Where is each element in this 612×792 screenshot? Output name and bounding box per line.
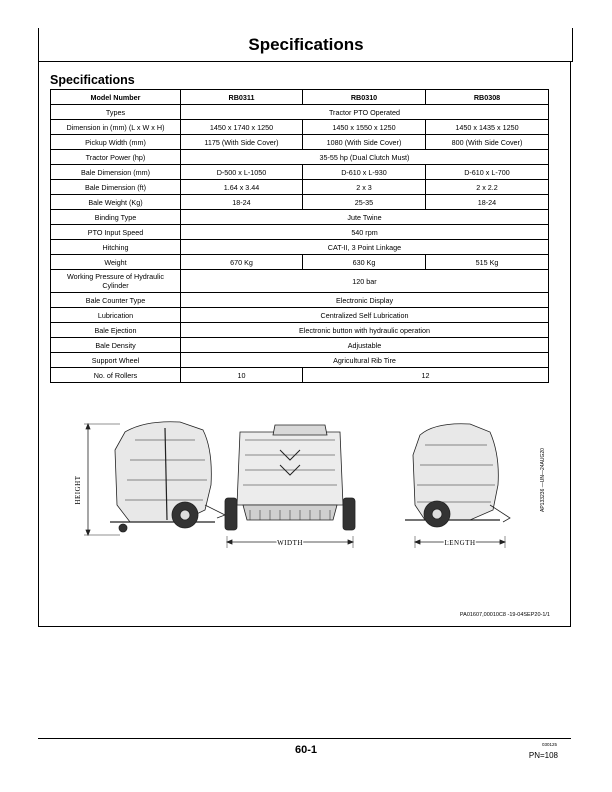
header-model-number: Model Number xyxy=(51,90,181,105)
table-row xyxy=(51,240,549,255)
row-value: 120 bar xyxy=(181,270,549,293)
row-label: Pickup Width (mm) xyxy=(51,135,181,150)
row-value: D-610 x L-930 xyxy=(303,165,426,180)
row-value: D-610 x L-700 xyxy=(426,165,549,180)
row-label: Bale Counter Type xyxy=(51,293,181,308)
row-label: Support Wheel xyxy=(51,353,181,368)
table-row xyxy=(51,105,549,120)
row-value: 1175 (With Side Cover) xyxy=(181,135,303,150)
part-number: PN=108 xyxy=(528,751,558,760)
row-value: 800 (With Side Cover) xyxy=(426,135,549,150)
table-row xyxy=(51,353,549,368)
row-value: CAT-II, 3 Point Linkage xyxy=(181,240,549,255)
row-label: Bale Dimension (mm) xyxy=(51,165,181,180)
row-label: Binding Type xyxy=(51,210,181,225)
row-value: Electronic button with hydraulic operation xyxy=(181,323,549,338)
table-row xyxy=(51,135,549,150)
table-row xyxy=(51,368,549,383)
width-label: WIDTH xyxy=(277,539,303,547)
table-row xyxy=(51,338,549,353)
row-value: 1.64 x 3.44 xyxy=(181,180,303,195)
row-value: Tractor PTO Operated xyxy=(181,105,549,120)
row-value: 35-55 hp (Dual Clutch Must) xyxy=(181,150,549,165)
page-number: 60-1 xyxy=(294,744,318,756)
figure-side-code: AP133236 —UN—24AUG20 xyxy=(540,448,546,512)
row-value: 1450 x 1435 x 1250 xyxy=(426,120,549,135)
row-value: 1450 x 1740 x 1250 xyxy=(181,120,303,135)
row-value: 2 x 3 xyxy=(303,180,426,195)
row-value: Agricultural Rib Tire xyxy=(181,353,549,368)
header-rb0308: RB0308 xyxy=(426,90,549,105)
header-rb0311: RB0311 xyxy=(181,90,303,105)
row-label: Weight xyxy=(51,255,181,270)
row-value: 630 Kg xyxy=(303,255,426,270)
length-label: LENGTH xyxy=(444,539,476,547)
header-rb0310: RB0310 xyxy=(303,90,426,105)
height-label: HEIGHT xyxy=(74,475,82,505)
row-label: Working Pressure of Hydraulic Cylinder xyxy=(51,270,181,293)
table-row xyxy=(51,225,549,240)
row-value: 1080 (With Side Cover) xyxy=(303,135,426,150)
row-value: 18-24 xyxy=(181,195,303,210)
side-view-drawing xyxy=(84,422,225,535)
row-value: 12 xyxy=(303,368,549,383)
row-value: 670 Kg xyxy=(181,255,303,270)
table-row xyxy=(51,120,549,135)
table-row xyxy=(51,150,549,165)
row-value: 25-35 xyxy=(303,195,426,210)
row-label: PTO Input Speed xyxy=(51,225,181,240)
table-row xyxy=(51,270,549,293)
front-view-drawing xyxy=(225,425,355,548)
baler-dimension-drawings xyxy=(75,410,545,560)
row-label: Dimension in (mm) (L x W x H) xyxy=(51,120,181,135)
section-title: Specifications xyxy=(50,73,135,87)
row-value: Adjustable xyxy=(181,338,549,353)
table-row xyxy=(51,255,549,270)
row-value: 10 xyxy=(181,368,303,383)
table-row xyxy=(51,293,549,308)
table-header-row xyxy=(51,90,549,105)
row-label: Bale Weight (Kg) xyxy=(51,195,181,210)
row-value: 515 Kg xyxy=(426,255,549,270)
row-label: Hitching xyxy=(51,240,181,255)
length-view-drawing xyxy=(405,424,510,548)
row-value: 540 rpm xyxy=(181,225,549,240)
footer-divider xyxy=(38,738,571,739)
table-row xyxy=(51,308,549,323)
spec-table xyxy=(50,89,549,383)
row-label: Types xyxy=(51,105,181,120)
row-label: Tractor Power (hp) xyxy=(51,150,181,165)
footer-code: 030125 xyxy=(541,742,557,747)
table-row xyxy=(51,165,549,180)
row-label: Bale Density xyxy=(51,338,181,353)
row-value: Electronic Display xyxy=(181,293,549,308)
row-value: D-500 x L-1050 xyxy=(181,165,303,180)
table-row xyxy=(51,195,549,210)
row-label: Lubrication xyxy=(51,308,181,323)
row-label: Bale Dimension (ft) xyxy=(51,180,181,195)
figure-reference: PA01607,00010C8 -19-04SEP20-1/1 xyxy=(459,612,550,618)
row-value: 1450 x 1550 x 1250 xyxy=(303,120,426,135)
table-row xyxy=(51,210,549,225)
page-title: Specifications xyxy=(248,35,364,54)
row-value: Jute Twine xyxy=(181,210,549,225)
row-value: 18-24 xyxy=(426,195,549,210)
row-value: 2 x 2.2 xyxy=(426,180,549,195)
table-row xyxy=(51,323,549,338)
row-label: No. of Rollers xyxy=(51,368,181,383)
table-row xyxy=(51,180,549,195)
row-value: Centralized Self Lubrication xyxy=(181,308,549,323)
row-label: Bale Ejection xyxy=(51,323,181,338)
